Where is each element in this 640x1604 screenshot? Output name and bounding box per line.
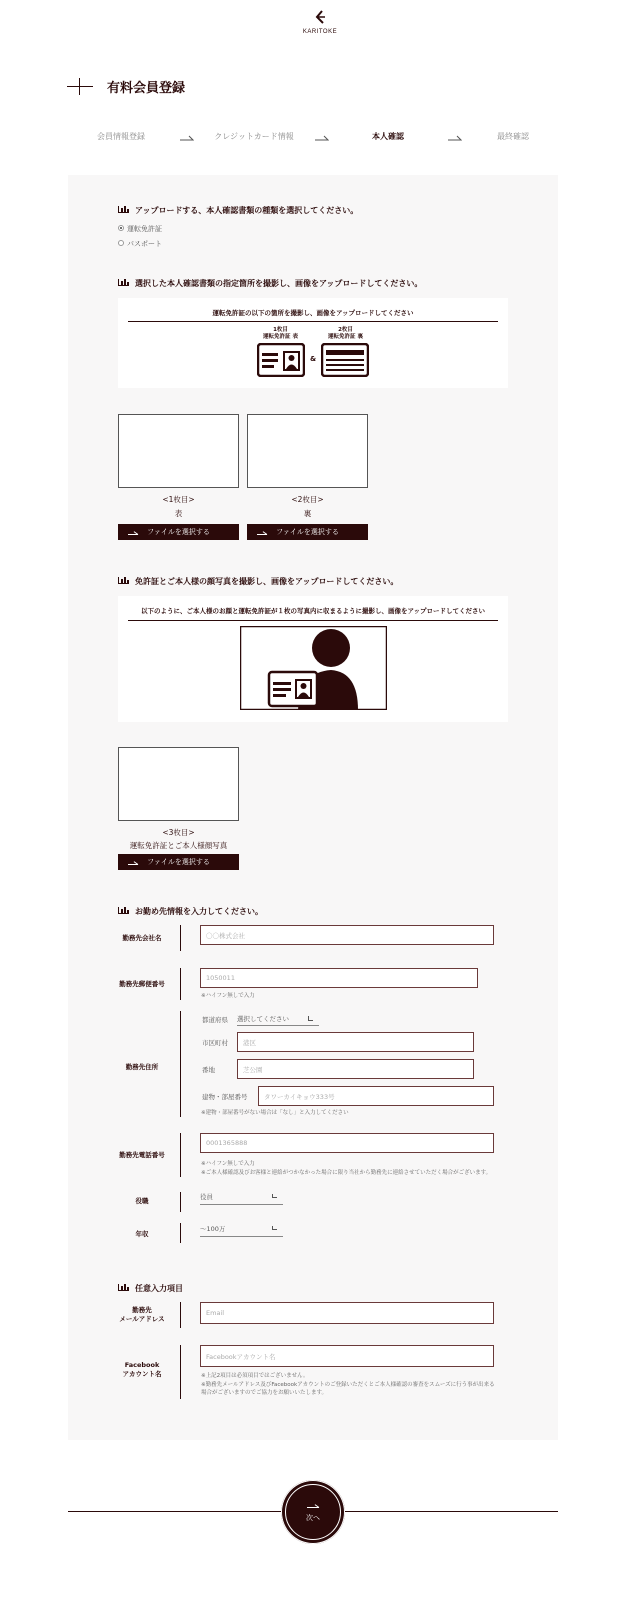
upload3-label: <3枚目> bbox=[162, 828, 195, 837]
chevron-down-icon bbox=[272, 1226, 277, 1230]
building-label: 建物・部屋番号 bbox=[202, 1093, 248, 1101]
zip-note: ※ハイフン無しで入力 bbox=[201, 993, 255, 999]
card2-label: 2枚目 運転免許証 裏 bbox=[328, 327, 363, 340]
selfie-heading: 免許証とご本人様の顔写真を撮影し、画像をアップロードしてください。 bbox=[135, 577, 399, 586]
page-title: 有料会員登録 bbox=[107, 81, 186, 96]
file-select-button-front[interactable]: ファイルを選択する bbox=[118, 524, 239, 540]
radio-drivers-license[interactable]: 運転免許証 bbox=[118, 224, 162, 234]
divider bbox=[180, 925, 181, 951]
section-bar-icon bbox=[118, 279, 129, 286]
divider bbox=[180, 1223, 181, 1243]
city-label: 市区町村 bbox=[202, 1039, 228, 1047]
divider bbox=[180, 1302, 181, 1328]
upload2-sub: 裏 bbox=[303, 509, 312, 518]
arrow-icon bbox=[307, 1502, 319, 1508]
section-bar-icon bbox=[118, 1284, 129, 1291]
next-button[interactable]: 次へ bbox=[281, 1480, 345, 1544]
divider bbox=[180, 1345, 181, 1399]
license-front-icon bbox=[257, 343, 305, 377]
divider bbox=[180, 968, 181, 1000]
radio-passport[interactable]: パスポート bbox=[118, 239, 162, 249]
upload-preview-back bbox=[247, 414, 368, 488]
divider bbox=[128, 321, 498, 322]
upload1-sub: 表 bbox=[174, 509, 183, 518]
prefecture-select[interactable]: 選択してください bbox=[237, 1014, 319, 1026]
upload3-sub: 運転免許証とご本人様顔写真 bbox=[129, 841, 228, 850]
step-arrow-icon bbox=[315, 134, 329, 141]
company-label: 勤務先会社名 bbox=[122, 934, 162, 942]
street-label: 番地 bbox=[202, 1066, 215, 1074]
optional-note-1: ※上記2項目は必須項目ではございません。 bbox=[201, 1373, 309, 1379]
upload-preview-selfie bbox=[118, 747, 239, 821]
brand-name: KARITOKE bbox=[302, 29, 338, 35]
work-heading: お勤め先情報を入力してください。 bbox=[135, 907, 263, 916]
section-bar-icon bbox=[118, 206, 129, 213]
phone-note-1: ※ハイフン無しで入力 bbox=[201, 1161, 255, 1167]
card1-label: 1枚目 運転免許証 表 bbox=[263, 327, 298, 340]
radio-empty-icon bbox=[118, 240, 124, 246]
email-label: 勤務先 メールアドレス bbox=[119, 1306, 165, 1323]
selfie-illustration-icon bbox=[240, 626, 387, 710]
step-final-check: 最終確認 bbox=[497, 132, 529, 141]
ampersand: & bbox=[309, 355, 317, 363]
zip-label: 勤務先郵便番号 bbox=[119, 980, 165, 988]
logo-mark-icon bbox=[0, 10, 640, 27]
doc-type-heading: アップロードする、本人確認書類の種類を選択してください。 bbox=[135, 206, 359, 215]
doc-photo-caption: 運転免許証の以下の箇所を撮影し、画像をアップロードしてください bbox=[212, 309, 414, 317]
section-bar-icon bbox=[118, 577, 129, 584]
step-identity: 本人確認 bbox=[372, 132, 404, 141]
radio-selected-icon bbox=[118, 225, 124, 231]
income-select[interactable]: 〜100万 bbox=[200, 1224, 283, 1237]
divider bbox=[180, 1192, 181, 1212]
step-credit-card: クレジットカード情報 bbox=[214, 132, 294, 141]
button-ring bbox=[285, 1484, 341, 1540]
chevron-down-icon bbox=[308, 1016, 313, 1021]
step-arrow-icon bbox=[180, 134, 194, 141]
income-label: 年収 bbox=[135, 1230, 149, 1238]
optional-note-2: ※勤務先メールアドレス及びFacebookアカウントのご登録いただくとご本人様確認の審査をスムーズに行う事が出来る bbox=[201, 1382, 495, 1388]
company-input[interactable]: 〇〇株式会社 bbox=[200, 925, 494, 945]
address-label: 勤務先住所 bbox=[125, 1063, 159, 1071]
license-back-icon bbox=[321, 343, 369, 377]
building-input[interactable]: タワーカイキョウ333号 bbox=[258, 1086, 494, 1106]
street-input[interactable]: 芝公園 bbox=[237, 1059, 474, 1079]
divider bbox=[180, 1133, 181, 1177]
title-cross-icon bbox=[67, 86, 93, 87]
file-select-button-back[interactable]: ファイルを選択する bbox=[247, 524, 368, 540]
upload1-label: <1枚目> bbox=[162, 495, 195, 504]
divider bbox=[128, 620, 498, 621]
file-select-button-selfie[interactable]: ファイルを選択する bbox=[118, 854, 239, 870]
brand-logo[interactable] bbox=[0, 10, 640, 35]
chevron-down-icon bbox=[272, 1194, 277, 1198]
phone-label: 勤務先電話番号 bbox=[119, 1151, 165, 1159]
zip-input[interactable]: 1050011 bbox=[200, 968, 478, 988]
facebook-input[interactable]: Facebookアカウント名 bbox=[200, 1345, 494, 1367]
phone-input[interactable]: 0001365888 bbox=[200, 1133, 494, 1153]
optional-heading: 任意入力項目 bbox=[135, 1284, 183, 1293]
email-input[interactable]: Email bbox=[200, 1302, 494, 1324]
facebook-label: Facebook アカウント名 bbox=[122, 1361, 162, 1378]
upload2-label: <2枚目> bbox=[291, 495, 324, 504]
prefecture-label: 都道府県 bbox=[202, 1016, 228, 1024]
divider bbox=[180, 1011, 181, 1117]
optional-note-3: 場合がございますのでご協力をお願いいたします。 bbox=[201, 1390, 328, 1396]
phone-note-2: ※ご本人様確認及びお客様と連絡がつかなかった場合に限り当社から勤務先に連絡させていただく場合がございます。 bbox=[201, 1170, 492, 1176]
step-member-info: 会員情報登録 bbox=[97, 132, 145, 141]
building-note: ※建物・部屋番号がない場合は「なし」と入力してください bbox=[201, 1110, 349, 1116]
section-bar-icon bbox=[118, 907, 129, 914]
position-select[interactable]: 役員 bbox=[200, 1192, 283, 1205]
city-input[interactable]: 港区 bbox=[237, 1032, 474, 1052]
position-label: 役職 bbox=[135, 1197, 149, 1205]
doc-photo-heading: 選択した本人確認書類の指定箇所を撮影し、画像をアップロードしてください。 bbox=[135, 279, 423, 288]
upload-preview-front bbox=[118, 414, 239, 488]
selfie-caption: 以下のように、ご本人様のお顔と運転免許証が１枚の写真内に収まるように撮影し、画像をアップロードしてください bbox=[140, 607, 486, 615]
